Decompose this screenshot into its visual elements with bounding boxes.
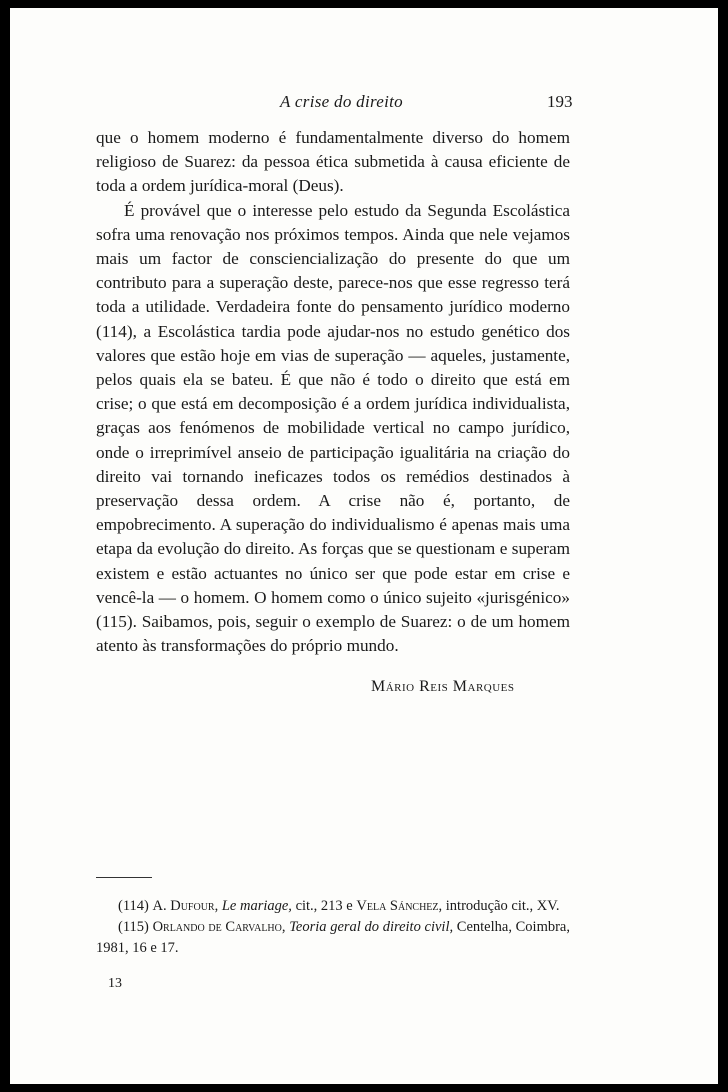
footnote-divider <box>96 877 152 878</box>
body-text <box>96 126 570 658</box>
footnote-author: Orlando de Carvalho, <box>152 919 286 935</box>
footnote-number: (114) <box>118 898 149 914</box>
book-page <box>10 8 718 1084</box>
footnote-title: Teoria geral do direito civil, <box>289 919 454 935</box>
footnote-text: introdução cit., XV. <box>445 898 560 914</box>
page-number: 193 <box>547 92 573 111</box>
running-title: A crise do direito <box>280 92 403 111</box>
footnote-text: Centelha, Coimbra, 1981, 16 e 17. <box>96 919 570 956</box>
footnote-text: cit., 213 e <box>295 898 353 914</box>
footnote-number: (115) <box>118 919 149 935</box>
footnote <box>96 917 570 959</box>
footnote-title: Le mariage, <box>221 898 292 914</box>
paragraph: É provável que o interesse pelo estudo da Segunda Escolástica sofra uma renovação nos próximos tempos. Ainda que nele vejamos mais um factor de consciencialização do presente do que um contributo para a superação deste, parece-nos que esse regresso terá toda a utilidade. Verdadeira fonte do pensamento jurídico moderno (114), a Escolástica tardia pode ajudar-nos no estudo genético dos valores que estão hoje em vias de superação — aqueles, justamente, pelos quais ela se bateu. É que não é todo o direito que está em crise; o que está em decomposição é a ordem jurídica individualista, graças aos fenómenos de mobilidade vertical no campo jurídico, onde o irreprimível anseio de participação igualitária na criação do direito vai tornando ineficazes todos os remédios destinados à preservação dessa ordem. A crise não é, portanto, de empobrecimento. A superação do individualismo é apenas mais uma etapa da evolução do direito. As forças que se questionam e superam existem e estão actuantes no único ser que pode estar em crise e vencê-la — o homem. O homem como o único sujeito «jurisgénico» (115). Saibamos, pois, seguir o exemplo de Suarez: o de um homem atento às transformações do próprio mundo. <box>96 200 570 656</box>
paragraph: que o homem moderno é fundamentalmente diverso do homem religioso de Suarez: da pessoa ética submetida à causa eficiente de toda a ordem jurídica-moral (Deus). <box>96 128 570 196</box>
footnote-author: Vela Sánchez, <box>356 898 443 914</box>
footnote-author: A. Dufour, <box>152 898 219 914</box>
signature-mark: 13 <box>108 976 122 991</box>
footnote <box>96 896 570 917</box>
footnotes <box>96 896 570 959</box>
author-name: Mário Reis Marques <box>371 678 515 695</box>
